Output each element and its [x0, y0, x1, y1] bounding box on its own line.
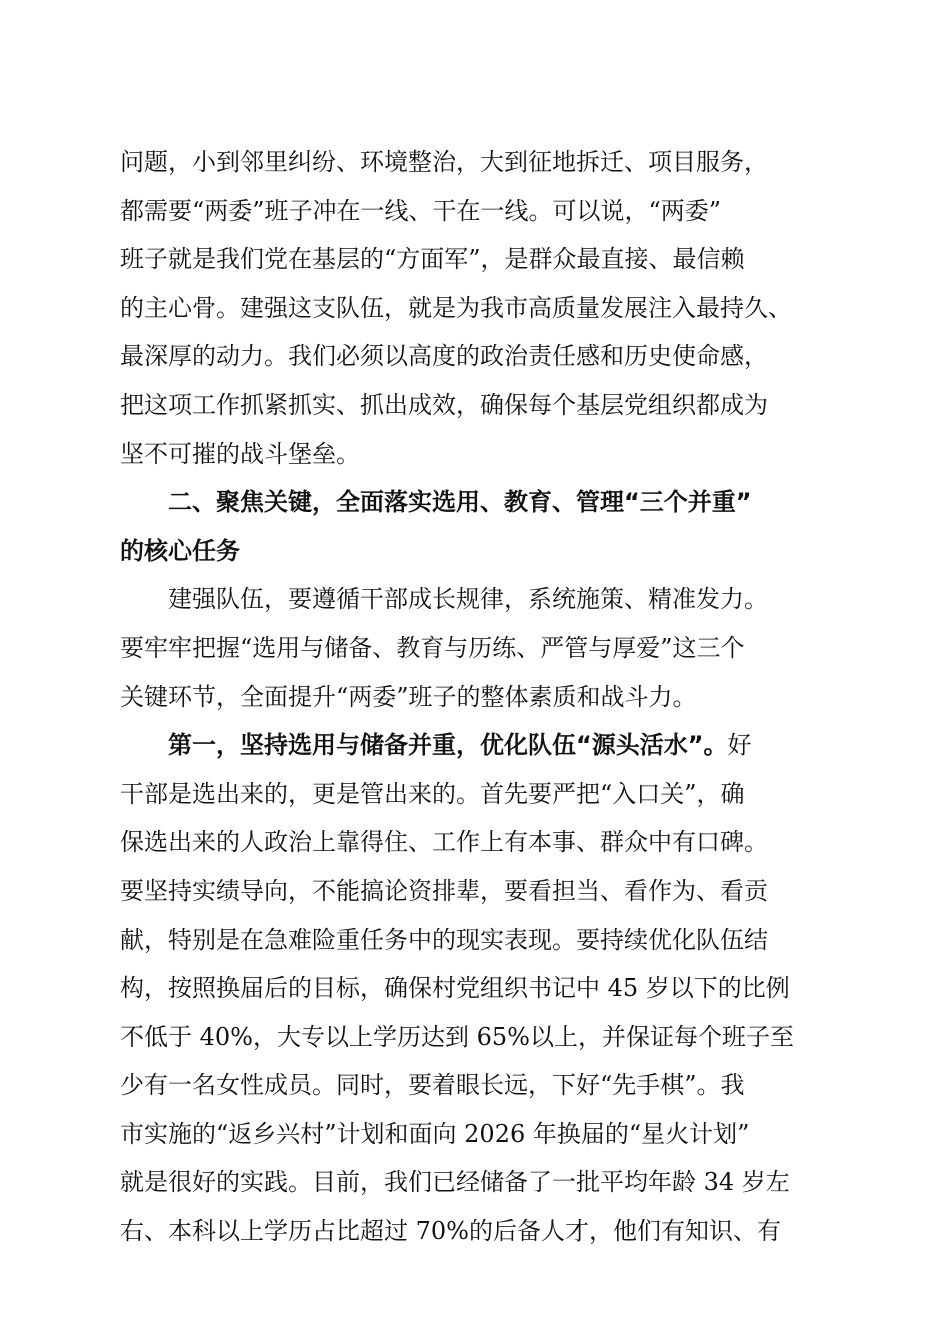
document-body: [120, 138, 832, 1256]
paragraph-line: 献，特别是在急难险重任务中的现实表现。要持续优化队伍结: [120, 925, 768, 954]
paragraph-line: 少有一名女性成员。同时，要着眼长远，下好“先手棋”。我: [120, 1071, 745, 1100]
paragraph-line: 右、本科以上学历占比超过 70%的后备人才，他们有知识、有: [120, 1217, 781, 1246]
section-heading: 二、聚焦关键，全面落实选用、教育、管理“三个并重”: [168, 488, 752, 517]
paragraph-line: 都需要“两委”班子冲在一线、干在一线。可以说，“两委”: [120, 196, 722, 225]
paragraph-line: 关键环节，全面提升“两委”班子的整体素质和战斗力。: [120, 682, 697, 711]
section-heading-continued: 的核心任务: [120, 536, 240, 565]
paragraph-line: 班子就是我们党在基层的“方面军”，是群众最直接、最信赖: [120, 245, 745, 274]
lead-sentence: 第一，坚持选用与储备并重，优化队伍“源头活水”。: [168, 731, 728, 760]
paragraph-line: 最深厚的动力。我们必须以高度的政治责任感和历史使命感，: [120, 342, 768, 371]
paragraph-line: 保选出来的人政治上靠得住、工作上有本事、群众中有口碑。: [120, 828, 768, 857]
paragraph-line: 不低于 40%，大专以上学历达到 65%以上，并保证每个班子至: [120, 1022, 794, 1051]
paragraph-line: 问题，小到邻里纠纷、环境整治，大到征地拆迁、项目服务，: [120, 148, 768, 176]
paragraph-line: 市实施的“返乡兴村”计划和面向 2026 年换届的“星火计划”: [120, 1119, 750, 1148]
paragraph-line: 的主心骨。建强这支队伍，就是为我市高质量发展注入最持久、: [120, 293, 792, 322]
paragraph-line-with-lead: [120, 721, 832, 770]
paragraph-line: 干部是选出来的，更是管出来的。首先要严把“入口关”，确: [120, 779, 745, 808]
paragraph-line: 要牢牢把握“选用与储备、教育与历练、严管与厚爱”这三个: [120, 633, 745, 662]
paragraph-line: 建强队伍，要遵循干部成长规律，系统施策、精准发力。: [168, 585, 768, 614]
paragraph-line: 要坚持实绩导向，不能搞论资排辈，要看担当、看作为、看贡: [120, 876, 768, 905]
paragraph-line: 就是很好的实践。目前，我们已经储备了一批平均年龄 34 岁左: [120, 1168, 790, 1197]
paragraph-line: 构，按照换届后的目标，确保村党组织书记中 45 岁以下的比例: [120, 974, 790, 1003]
lead-continuation: 好: [727, 731, 752, 760]
paragraph-line: 把这项工作抓紧抓实、抓出成效，确保每个基层党组织都成为: [120, 390, 768, 419]
paragraph-line: 坚不可摧的战斗堡垒。: [120, 439, 360, 468]
